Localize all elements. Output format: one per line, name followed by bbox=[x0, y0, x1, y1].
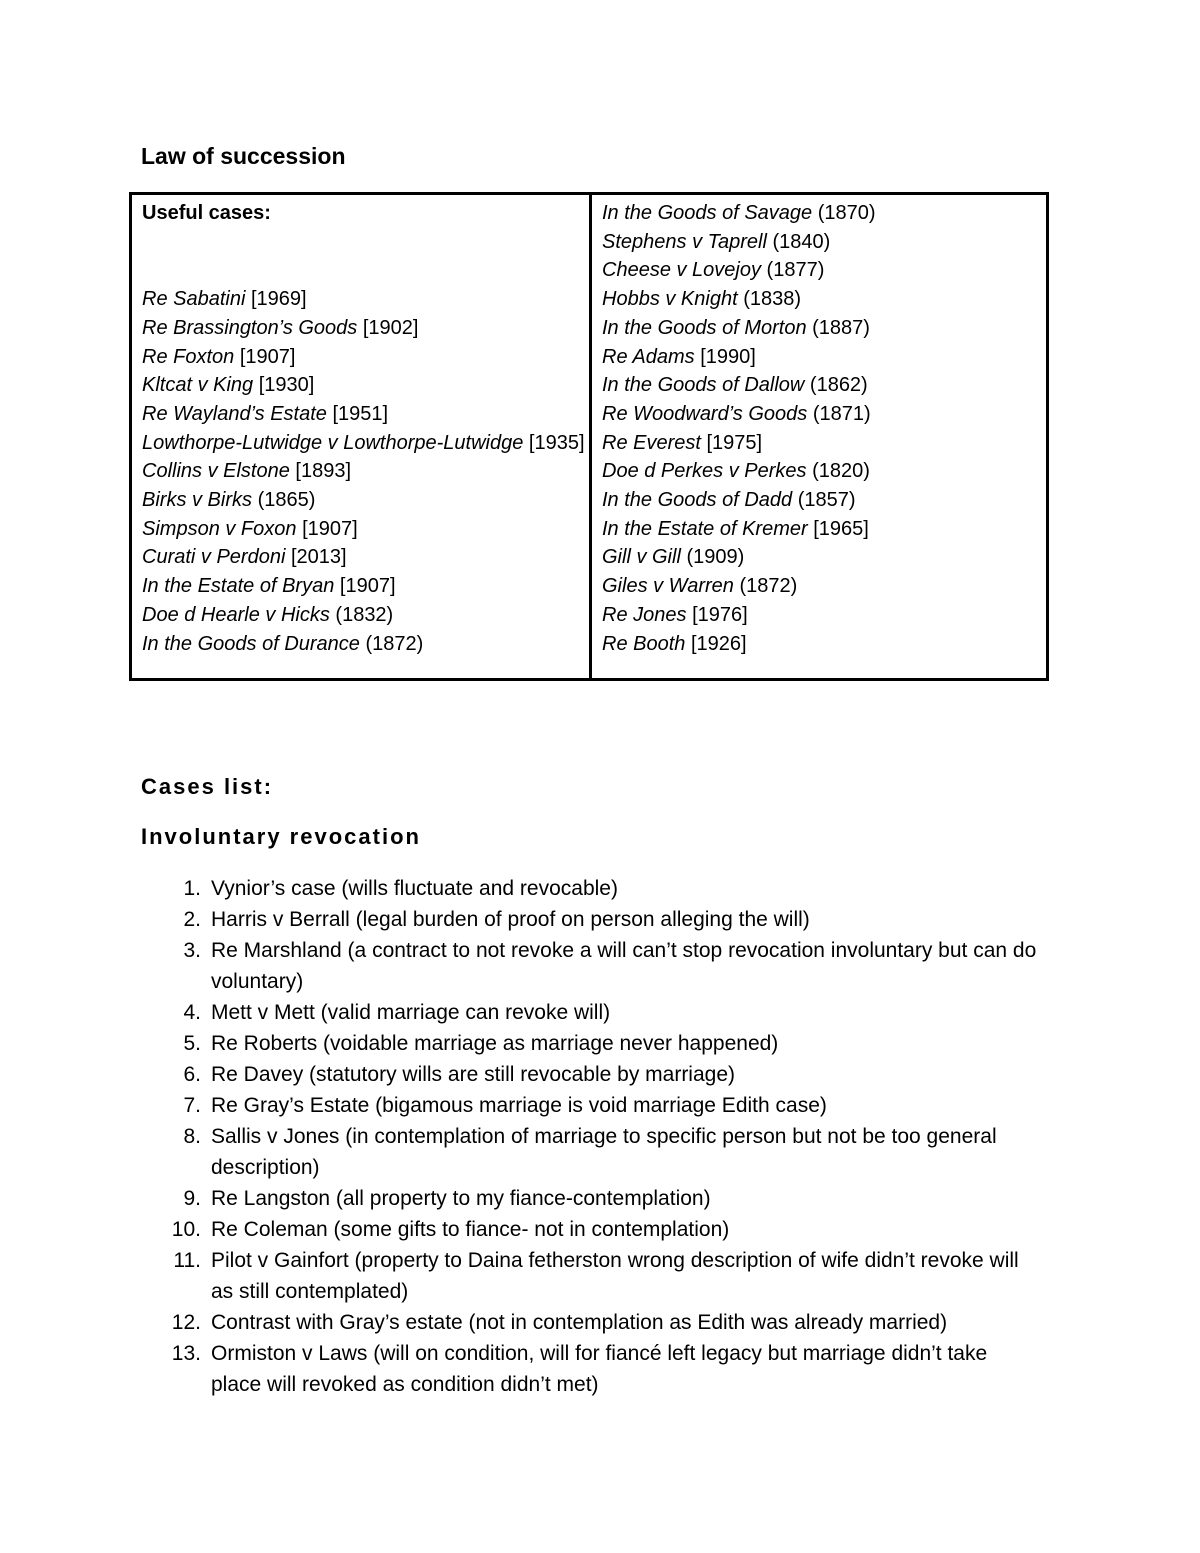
list-item-number: 9. bbox=[183, 1187, 201, 1210]
case-entry bbox=[602, 285, 1046, 314]
case-year: [1951] bbox=[332, 402, 389, 425]
case-name: Re Woodward’s Goods bbox=[602, 402, 808, 425]
case-entry bbox=[602, 429, 1046, 458]
case-entry bbox=[602, 371, 1046, 400]
case-name: In the Goods of Savage bbox=[602, 202, 813, 224]
list-item-number: 11. bbox=[173, 1249, 201, 1272]
case-name: Gill v Gill bbox=[602, 546, 681, 569]
list-item bbox=[141, 1183, 1041, 1214]
list-item bbox=[141, 1090, 1041, 1121]
case-year: [1965] bbox=[813, 517, 869, 540]
list-item bbox=[141, 1214, 1041, 1245]
list-item-text: Harris v Berrall (legal burden of proof on person alleging the will) bbox=[211, 908, 810, 931]
case-entry bbox=[602, 228, 1046, 257]
useful-cases-header: Useful cases: bbox=[142, 202, 271, 224]
page-title: Law of succession bbox=[141, 143, 346, 169]
list-item-text: Re Coleman (some gifts to fiance- not in contemplation) bbox=[211, 1218, 730, 1241]
case-year: (1877) bbox=[766, 259, 825, 282]
case-entry bbox=[142, 285, 589, 314]
list-item-number: 10. bbox=[171, 1218, 201, 1241]
list-item-text: Re Marshland (a contract to not revoke a will can’t stop revocation involuntary but can do voluntary) bbox=[211, 939, 1037, 993]
case-entry bbox=[602, 572, 1046, 601]
case-entry bbox=[142, 515, 589, 544]
case-year: (1862) bbox=[809, 374, 868, 397]
case-name: Simpson v Foxon bbox=[142, 517, 297, 540]
case-entry bbox=[602, 486, 1046, 515]
case-name: Curati v Perdoni bbox=[142, 546, 286, 569]
case-entry bbox=[602, 630, 1046, 659]
case-name: Hobbs v Knight bbox=[602, 288, 738, 311]
case-year: (1840) bbox=[772, 230, 831, 253]
case-name: In the Estate of Bryan bbox=[142, 575, 335, 598]
case-year: (1872) bbox=[739, 575, 798, 598]
list-item-number: 7. bbox=[183, 1094, 201, 1117]
case-entry bbox=[142, 371, 589, 400]
case-name: Cheese v Lovejoy bbox=[602, 259, 761, 282]
case-entry bbox=[602, 343, 1046, 372]
case-entry bbox=[602, 256, 1046, 285]
useful-cases-table bbox=[129, 192, 1049, 681]
case-year: [1975] bbox=[706, 431, 763, 454]
case-name: In the Goods of Durance bbox=[142, 632, 360, 655]
case-name: Kltcat v King bbox=[142, 374, 254, 397]
case-entry bbox=[142, 429, 589, 458]
case-entry bbox=[602, 400, 1046, 429]
case-name: Birks v Birks bbox=[142, 489, 252, 512]
case-entry bbox=[602, 543, 1046, 572]
case-name: Giles v Warren bbox=[602, 575, 734, 598]
table-right-column bbox=[592, 195, 1046, 678]
list-item-text: Ormiston v Laws (will on condition, will for fiancé left legacy but marriage didn’t take place will revoked as condition didn’t met) bbox=[211, 1342, 988, 1396]
case-entry bbox=[142, 572, 589, 601]
case-name: In the Goods of Dadd bbox=[602, 489, 793, 512]
case-entry bbox=[602, 199, 1046, 228]
case-name: Re Brassington’s Goods bbox=[142, 316, 358, 339]
case-name: Doe d Hearle v Hicks bbox=[142, 603, 330, 626]
case-year: (1871) bbox=[812, 402, 871, 425]
case-year: [1893] bbox=[295, 460, 352, 483]
list-item bbox=[141, 1028, 1041, 1059]
case-year: (1909) bbox=[686, 546, 745, 569]
case-year: (1887) bbox=[812, 316, 870, 339]
section-heading: Involuntary revocation bbox=[141, 824, 421, 849]
case-name: In the Goods of Morton bbox=[602, 316, 807, 339]
list-item-number: 2. bbox=[183, 908, 201, 931]
case-name: Doe d Perkes v Perkes bbox=[602, 460, 807, 483]
case-entry bbox=[142, 601, 589, 630]
list-item-number: 6. bbox=[183, 1063, 201, 1086]
case-year: (1832) bbox=[335, 603, 394, 626]
case-year: [1930] bbox=[258, 374, 315, 397]
case-entry bbox=[602, 314, 1046, 343]
case-name: In the Estate of Kremer bbox=[602, 517, 808, 540]
list-item-number: 5. bbox=[183, 1032, 201, 1055]
case-name: Re Sabatini bbox=[142, 288, 246, 311]
case-year: [1969] bbox=[250, 288, 307, 311]
case-year: [1902] bbox=[362, 316, 419, 339]
list-item-number: 13. bbox=[171, 1342, 201, 1365]
case-year: (1838) bbox=[743, 288, 802, 311]
case-entry bbox=[602, 601, 1046, 630]
case-entry bbox=[142, 630, 589, 659]
case-entry bbox=[142, 457, 589, 486]
case-year: (1865) bbox=[257, 489, 316, 512]
list-item bbox=[141, 1307, 1041, 1338]
case-year: [1907] bbox=[302, 517, 358, 540]
list-item-number: 8. bbox=[183, 1125, 201, 1148]
case-entry bbox=[142, 343, 589, 372]
case-year: [1990] bbox=[700, 345, 756, 368]
list-item bbox=[141, 935, 1041, 997]
case-entry bbox=[142, 314, 589, 343]
list-item-number: 4. bbox=[183, 1001, 201, 1024]
cases-list bbox=[141, 873, 1041, 1400]
case-name: Lowthorpe-Lutwidge v Lowthorpe-Lutwidge bbox=[142, 431, 524, 454]
list-item bbox=[141, 1338, 1041, 1400]
case-name: Re Jones bbox=[602, 603, 687, 626]
case-year: [1907] bbox=[339, 575, 396, 598]
case-name: In the Goods of Dallow bbox=[602, 374, 805, 397]
list-item-number: 1. bbox=[183, 877, 201, 900]
cases-list-heading: Cases list: bbox=[141, 774, 274, 799]
case-year: (1820) bbox=[812, 460, 870, 483]
list-item bbox=[141, 873, 1041, 904]
list-item bbox=[141, 1121, 1041, 1183]
list-item bbox=[141, 1245, 1041, 1307]
case-entry bbox=[602, 515, 1046, 544]
case-year: [1907] bbox=[239, 345, 296, 368]
list-item bbox=[141, 904, 1041, 935]
case-entry bbox=[142, 543, 589, 572]
case-year: [2013] bbox=[290, 546, 347, 569]
list-item-text: Contrast with Gray’s estate (not in contemplation as Edith was already married) bbox=[211, 1311, 948, 1334]
list-item-text: Vynior’s case (wills fluctuate and revocable) bbox=[211, 877, 618, 900]
case-name: Stephens v Taprell bbox=[602, 230, 767, 253]
case-entry bbox=[142, 400, 589, 429]
case-entry bbox=[142, 486, 589, 515]
case-name: Re Adams bbox=[602, 345, 695, 368]
case-name: Re Wayland’s Estate bbox=[142, 402, 327, 425]
list-item bbox=[141, 997, 1041, 1028]
case-name: Collins v Elstone bbox=[142, 460, 290, 483]
case-entry bbox=[602, 457, 1046, 486]
table-left-column bbox=[132, 195, 592, 678]
list-item-number: 3. bbox=[183, 939, 201, 962]
list-item-text: Pilot v Gainfort (property to Daina fetherston wrong description of wife didn’t revoke will as still contemplated) bbox=[211, 1249, 1019, 1303]
list-item-text: Re Roberts (voidable marriage as marriage never happened) bbox=[211, 1032, 779, 1055]
case-year: (1872) bbox=[365, 632, 424, 655]
list-item-text: Re Davey (statutory wills are still revocable by marriage) bbox=[211, 1063, 736, 1086]
case-name: Re Foxton bbox=[142, 345, 235, 368]
case-year: [1935] bbox=[528, 431, 585, 454]
case-name: Re Booth bbox=[602, 632, 686, 655]
case-name: Re Everest bbox=[602, 431, 701, 454]
list-item-text: Sallis v Jones (in contemplation of marriage to specific person but not be too general description) bbox=[211, 1125, 997, 1179]
list-item-text: Re Gray’s Estate (bigamous marriage is void marriage Edith case) bbox=[211, 1094, 827, 1117]
case-year: [1976] bbox=[692, 603, 748, 626]
list-item bbox=[141, 1059, 1041, 1090]
list-item-number: 12. bbox=[171, 1311, 201, 1334]
case-year: [1926] bbox=[690, 632, 747, 655]
list-item-text: Mett v Mett (valid marriage can revoke will) bbox=[211, 1001, 611, 1024]
case-year: (1870) bbox=[817, 202, 876, 224]
case-year: (1857) bbox=[797, 489, 856, 512]
list-item-text: Re Langston (all property to my fiance-contemplation) bbox=[211, 1187, 711, 1210]
